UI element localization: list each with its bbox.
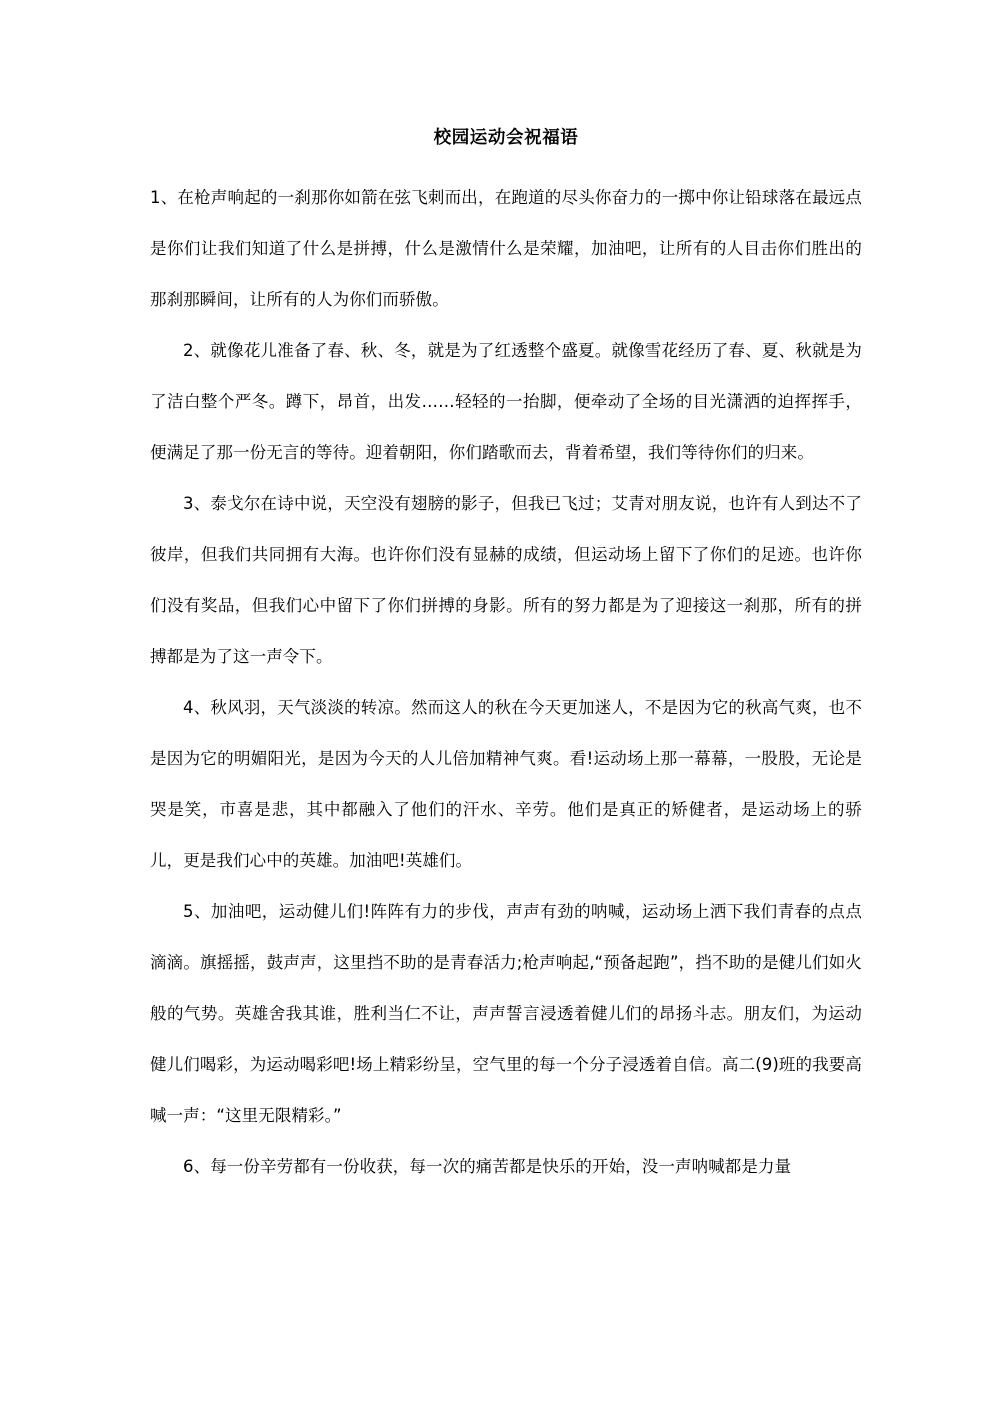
paragraph-2: 2、就像花儿准备了春、秋、冬，就是为了红透整个盛夏。就像雪花经历了春、夏、秋就是为了洁白整个严冬。蹲下，昂首，出发……轻轻的一抬脚，便牵动了全场的目光潇洒的迫挥挥手，便满足了那一份无言的等待。迎着朝阳，你们踏歌而去，背着希望，我们等待你们的归来。	[150, 340, 862, 462]
paragraph-5: 5、加油吧，运动健儿们!阵阵有力的步伐，声声有劲的呐喊，运动场上洒下我们青春的点点滴滴。旗摇摇，鼓声声，这里挡不助的是青春活力;枪声响起,“预备起跑”，挡不助的是健儿们如火般的气势。英雄舍我其谁，胜利当仁不让，声声誓言浸透着健儿们的昂扬斗志。朋友们，为运动健儿们喝彩，为运动喝彩吧!场上精彩纷呈，空气里的每一个分子浸透着自信。高二(9)班的我要高喊一声：“这里无限精彩。”	[150, 901, 862, 1125]
paragraph-4: 4、秋风羽，天气淡淡的转凉。然而这人的秋在今天更加迷人，不是因为它的秋高气爽，也不是因为它的明媚阳光，是因为今天的人儿倍加精神气爽。看!运动场上那一幕幕，一股股，无论是哭是笑，市喜是悲，其中都融入了他们的汗水、辛劳。他们是真正的矫健者，是运动场上的骄儿，更是我们心中的英雄。加油吧!英雄们。	[150, 697, 862, 870]
document-content	[150, 0, 862, 1192]
paragraph-6: 6、每一份辛劳都有一份收获，每一次的痛苦都是快乐的开始，没一声呐喊都是力量	[183, 1156, 792, 1176]
page-title: 校园运动会祝福语	[433, 128, 579, 148]
document-body	[150, 172, 862, 1192]
paragraph-1: 1、在枪声响起的一刹那你如箭在弦飞刺而出，在跑道的尽头你奋力的一掷中你让铅球落在最远点是你们让我们知道了什么是拼搏，什么是激情什么是荣耀，加油吧，让所有的人目击你们胜出的那刹那瞬间，让所有的人为你们而骄傲。	[150, 187, 862, 309]
paragraph-3: 3、泰戈尔在诗中说，天空没有翅膀的影子，但我已飞过；艾青对朋友说，也许有人到达不了彼岸，但我们共同拥有大海。也许你们没有显赫的成绩，但运动场上留下了你们的足迹。也许你们没有奖品，但我们心中留下了你们拼搏的身影。所有的努力都是为了迎接这一刹那，所有的拼搏都是为了这一声令下。	[150, 493, 862, 666]
